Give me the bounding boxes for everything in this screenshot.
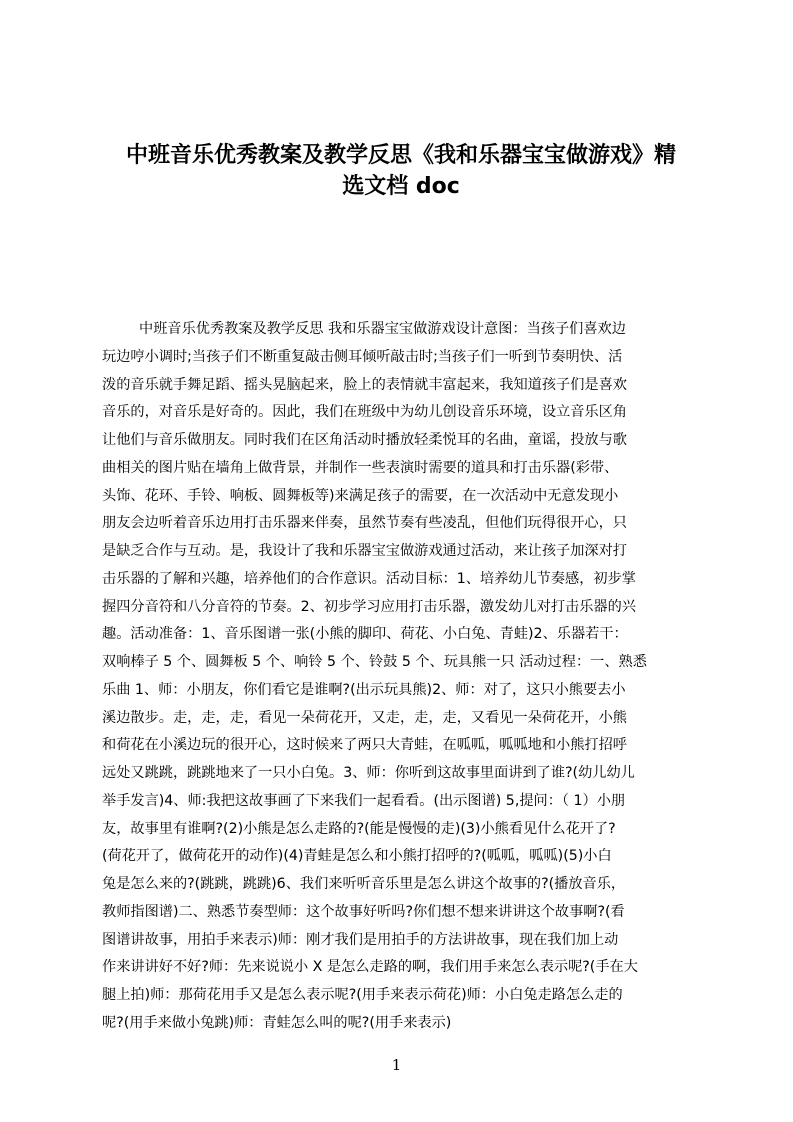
body-line: 让他们与音乐做朋友。同时我们在区角活动时播放轻柔悦耳的名曲，童谣，投放与歌 [102, 432, 627, 448]
body-line: 兔是怎么来的?(跳跳，跳跳)6、我们来听听音乐里是怎么讲这个故事的?(播放音乐， [102, 876, 626, 892]
body-line: 中班音乐优秀教案及教学反思 我和乐器宝宝做游戏设计意图：当孩子们喜欢边 [139, 321, 626, 337]
body-line: 握四分音符和八分音符的节奏。2、初步学习应用打击乐器，激发幼儿对打击乐器的兴 [102, 598, 636, 615]
body-line: 乐曲 1、师：小朋友，你们看它是谁啊?(出示玩具熊)2、师：对了，这只小熊要去小 [102, 681, 626, 698]
page-number: 1 [391, 1056, 402, 1074]
body-line: 举手发言)4、师:我把这故事画了下来我们一起看看。(出示图谱) 5,提问：（ 1）小朋 [102, 792, 626, 809]
body-paragraph [102, 316, 698, 1038]
body-line: 是缺乏合作与互动。是，我设计了我和乐器宝宝做游戏通过活动，来让孩子加深对打 [102, 543, 627, 559]
body-line: 远处又跳跳，跳跳地来了一只小白兔。3、师：你听到这故事里面讲到了谁?(幼儿幼儿 [102, 765, 635, 781]
title-line: 中班音乐优秀教案及教学反思《我和乐器宝宝做游戏》精 [125, 143, 676, 168]
body-line: 图谱讲故事，用拍手来表示)师：刚才我们是用拍手的方法讲故事，现在我们加上动 [102, 931, 619, 948]
body-line: (荷花开了，做荷花开的动作)(4)青蛙是怎么和小熊打招呼的?(呱呱，呱呱)(5)小白 [102, 848, 612, 865]
body-line: 腿上拍)师：那荷花用手又是怎么表示呢?(用手来表示荷花)师：小白兔走路怎么走的 [102, 987, 623, 1003]
body-line: 玩边哼小调时;当孩子们不断重复敲击侧耳倾听敲击时;当孩子们一听到节奏明快、活 [102, 348, 623, 365]
body-line: 和荷花在小溪边玩的很开心，这时候来了两只大青蛙，在呱呱，呱呱地和小熊打招呼 [102, 737, 627, 754]
document-title [96, 140, 706, 202]
body-line: 友，故事里有谁啊?(2)小熊是怎么走路的?(能是慢慢的走)(3)小熊看见什么花开了? [102, 820, 616, 837]
body-line: 击乐器的了解和兴趣，培养他们的合作意识。活动目标：1、培养幼儿节奏感，初步掌 [102, 570, 636, 587]
body-line: 教师指图谱)二、熟悉节奏型师：这个故事好听吗?你们想不想来讲讲这个故事啊?(看 [102, 903, 625, 920]
body-line: 曲相关的图片贴在墙角上做背景，并制作一些表演时需要的道具和打击乐器(彩带、 [102, 459, 619, 476]
title-line: 选文档 doc [342, 174, 460, 199]
body-line: 作来讲讲好不好?师：先来说说小 X 是怎么走路的啊，我们用手来怎么表示呢?(手在大 [102, 959, 638, 976]
body-line: 朋友会边听着音乐边用打击乐器来伴奏，虽然节奏有些凌乱，但他们玩得很开心，只 [102, 515, 627, 532]
body-line: 头饰、花环、手铃、响板、圆舞板等)来满足孩子的需要，在一次活动中无意发现小 [102, 487, 619, 504]
body-line: 趣。活动准备：1、音乐图谱一张(小熊的脚印、荷花、小白兔、青蛙)2、乐器若干： [102, 626, 628, 643]
body-line: 音乐的，对音乐是好奇的。因此，我们在班级中为幼儿创设音乐环境，设立音乐区角 [102, 404, 627, 421]
body-line: 泼的音乐就手舞足蹈、摇头晃脑起来，脸上的表情就丰富起来，我知道孩子们是喜欢 [102, 376, 627, 393]
body-line: 溪边散步。走，走，走，看见一朵荷花开，又走，走，走，又看见一朵荷花开，小熊 [102, 709, 627, 726]
body-line: 双响棒子 5 个、圆舞板 5 个、响铃 5 个、铃鼓 5 个、玩具熊一只 活动过程：一、熟悉 [102, 654, 647, 670]
body-line: 呢?(用手来做小兔跳)师：青蛙怎么叫的呢?(用手来表示) [102, 1014, 452, 1031]
